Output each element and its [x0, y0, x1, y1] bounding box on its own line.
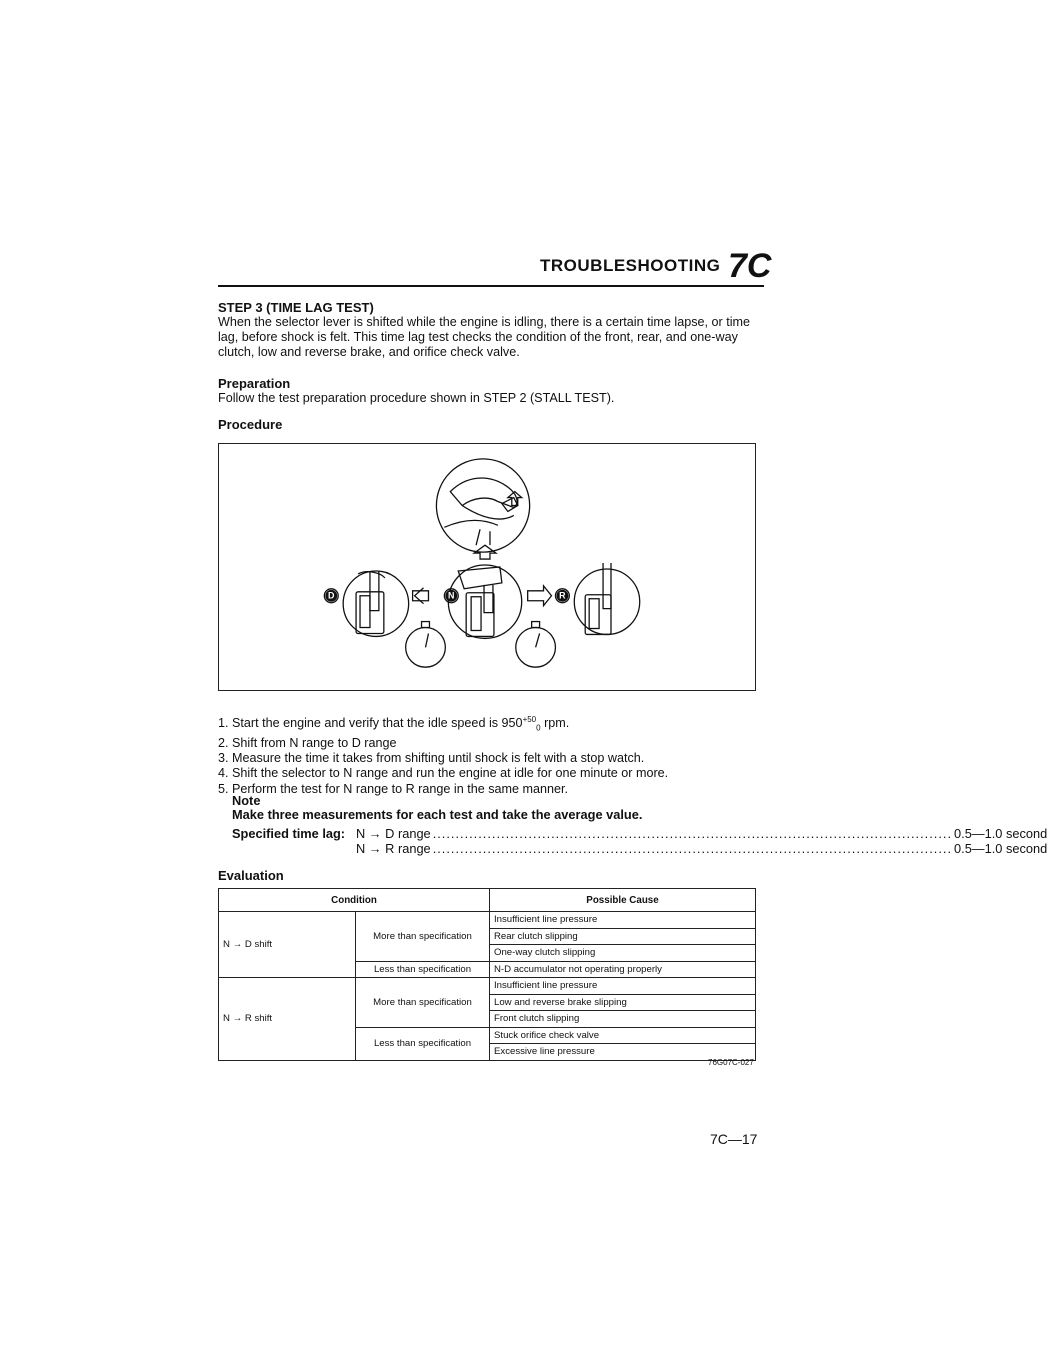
nd-shift-cell: N → D shift: [219, 912, 356, 978]
step-intro: When the selector lever is shifted while the engine is idling, there is a certain time lapse, or time lag, before shock is felt. This time lag test checks the condition of the front, rear, and one-way clutch, low and reverse brake, and orifice check valve.: [218, 315, 750, 359]
spec-row-nd: N → D range .................................................................................................................. 0.5—1.0 second: [356, 826, 1047, 841]
condition-cell: Less than specification: [356, 961, 490, 978]
note-title: Note: [232, 793, 261, 808]
procedure-title: Procedure: [218, 417, 283, 432]
header-cause: Possible Cause: [490, 889, 756, 912]
header-title: TROUBLESHOOTING: [540, 256, 721, 275]
header-rule: [218, 285, 764, 287]
note-text: Make three measurements for each test and take the average value.: [232, 807, 643, 822]
figure-reference: 76G07C-027: [708, 1058, 754, 1067]
step-5: 5. Perform the test for N range to R range in the same manner.: [218, 781, 568, 796]
step-title: STEP 3 (TIME LAG TEST): [218, 300, 374, 315]
r-range-circle: [574, 569, 639, 634]
nr-shift-cell: N → R shift: [219, 978, 356, 1061]
section-code: 7C: [728, 247, 772, 285]
right-arrow-icon: [528, 586, 552, 606]
cause-cell: One-way clutch slipping: [490, 945, 756, 962]
condition-cell: More than specification: [356, 978, 490, 1028]
cause-cell: Rear clutch slipping: [490, 928, 756, 945]
time-lag-figure: [218, 443, 756, 691]
cause-cell: Low and reverse brake slipping: [490, 994, 756, 1011]
table-row: [219, 912, 756, 929]
cause-cell: Front clutch slipping: [490, 1011, 756, 1028]
n-range-label: N: [448, 590, 455, 601]
header-condition: Condition: [219, 889, 490, 912]
cause-cell: Excessive line pressure: [490, 1044, 756, 1061]
condition-cell: More than specification: [356, 912, 490, 962]
d-range-circle: [343, 571, 408, 636]
condition-cell: Less than specification: [356, 1027, 490, 1060]
step-4: 4. Shift the selector to N range and run the engine at idle for one minute or more.: [218, 766, 669, 781]
r-range-label: R: [559, 590, 566, 601]
preparation-text: Follow the test preparation procedure shown in STEP 2 (STALL TEST).: [218, 391, 615, 405]
stopwatch-icon: [406, 628, 446, 668]
spec-row-nr: N → R range .................................................................................................................. 0.5—1.0 second: [356, 841, 1047, 856]
table-row: [219, 978, 756, 995]
procedure-steps: [218, 716, 778, 797]
evaluation-title: Evaluation: [218, 868, 284, 883]
selector-lever-illustration: [219, 444, 755, 690]
cause-cell: Stuck orifice check valve: [490, 1027, 756, 1044]
cause-cell: Insufficient line pressure: [490, 912, 756, 929]
d-range-label: D: [328, 590, 335, 601]
page-number: 7C—17: [710, 1131, 758, 1147]
cause-cell: Insufficient line pressure: [490, 978, 756, 995]
stopwatch-icon: [516, 628, 556, 668]
step-1: 1. Start the engine and verify that the idle speed is $950^{+50}_0$ rpm.: [218, 714, 570, 733]
evaluation-table: [218, 888, 756, 1061]
preparation-title: Preparation: [218, 376, 291, 391]
cause-cell: N-D accumulator not operating properly: [490, 961, 756, 978]
step-2: 2. Shift from N range to D range: [218, 735, 397, 750]
spec-label: Specified time lag:: [232, 826, 346, 841]
step-3: 3. Measure the time it takes from shifting until shock is felt with a stop watch.: [218, 751, 645, 766]
